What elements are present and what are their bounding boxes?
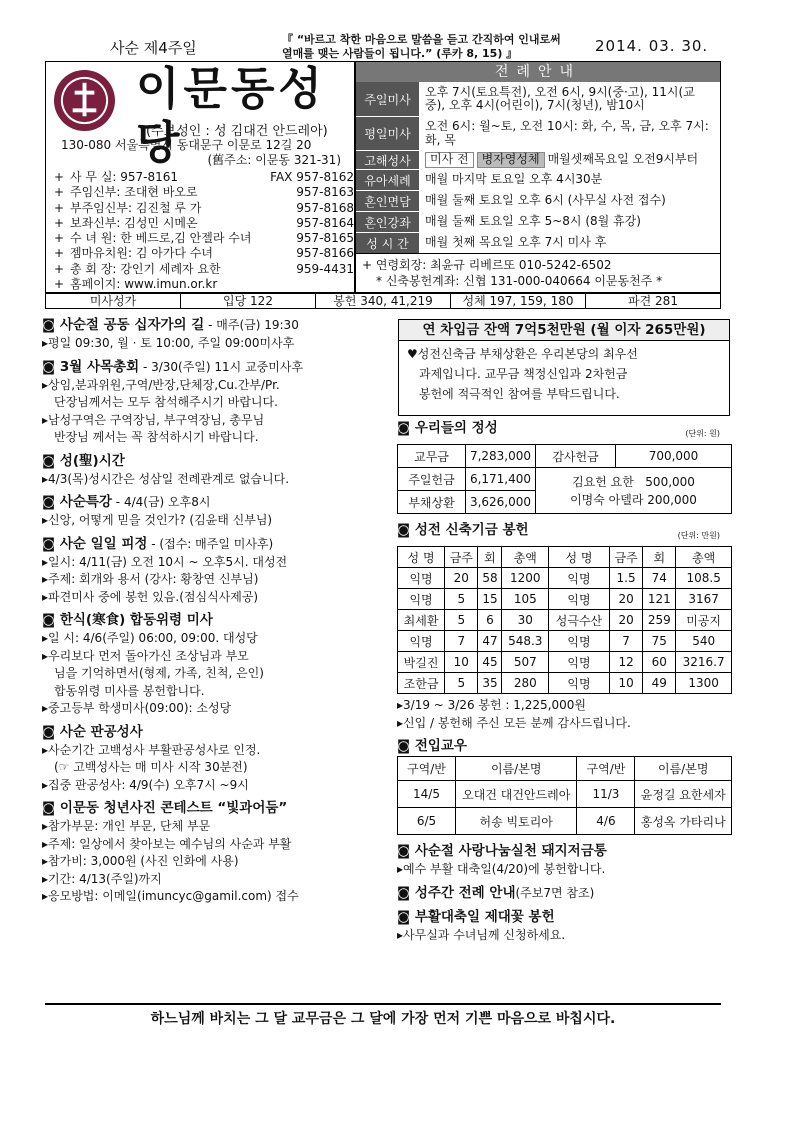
table-row: 6/5 허송 빅토리아 4/6 홍성옥 가타리나 [398,808,732,835]
contact-phone: 957-8165 [296,231,354,246]
section-line: ▸중고등부 학생미사(09:00): 소성당 [42,701,232,715]
liturgy-row [356,232,720,253]
homepage-link[interactable]: 홈페이지: www.imun.or.kr [70,277,218,292]
liturgy-value: 오전 6시: 월~토, 오전 10시: 화, 수, 목, 금, 오후 7시: 화, 목 [425,119,709,147]
table-row: 조한금 5 35 280 익명 10 49 1300 [398,673,732,694]
offerings-table [397,444,732,514]
section-line: ▸우리보다 먼저 돌아가신 조상님과 부모 [42,648,249,663]
contact-label: 젬마유치원: 김 아가다 수녀 [70,246,213,261]
contact-label: 사 무 실: 957-8161 [70,170,179,184]
contact-label: 보좌신부: 김성민 시메온 [70,215,198,230]
contact-row: + 부주임신부: 김진철 루 가 957-8168 [54,200,354,215]
contact-label: 주임신부: 조대현 바오로 [70,185,198,200]
section-line: ▸파견미사 중에 봉헌 있음.(점심식사제공) [42,589,259,604]
liturgy-row [356,150,720,169]
building-fund-title: ◙ 성전 신축기금 봉헌 (단위: 만원) [397,520,732,540]
stat-cell: 봉헌 340, 41,219 [316,294,451,308]
loan-body [399,341,729,407]
fund-note: ▸신입 / 봉헌해 주신 모든 분께 감사드립니다. [397,715,631,730]
section-line: ▸예수 부활 대축일(4/20)에 봉헌합니다. [397,862,606,876]
section-line: ▸사무실과 수녀님께 신청하세요. [397,927,566,942]
contact-phone: 957-8166 [296,246,354,261]
footer-message: 하느님께 바치는 그 달 교무금은 그 달에 가장 먼저 기쁜 마음으로 바칩시다. [45,1003,721,1028]
patron-saint: (주보성인 : 성 김대건 안드레아) [146,124,328,139]
liturgy-row [356,211,720,232]
contact-phone: FAX 957-8162 [270,170,354,184]
section-line: ▸참가비: 3,000원 (사진 인화에 사용) [42,854,239,868]
building-fund-table [397,546,732,694]
loan-title: 연 차입금 잔액 7억5천만원 (월 이자 265만원) [399,320,729,341]
section-title: ◙ 성주간 전례 안내(주보7면 참조) [397,884,595,901]
liturgy-guide [355,61,721,293]
section-line: 합동위령 미사를 봉헌합니다. [54,683,205,698]
section-title: ◙ 부활대축일 제대꽃 봉헌 [397,908,555,925]
section-memorial-mass [42,610,382,718]
contact-row: + 홈페이지: www.imun.or.kr [54,277,354,292]
scripture-quote: 『 “바르고 착한 마음으로 말씀을 듣고 간직하여 인내로써 열매를 맺는 사람들이 됩니다.” (루카 8, 15) 』 [282,33,561,60]
parish-name: 이문동성당 [136,62,326,169]
announcements-left [42,315,382,910]
section-line: ▸4/3(목)성시간은 성삼일 전례관계로 없습니다. [42,471,290,486]
liturgy-value: 매월 둘째 토요일 오후 5~8시 (8월 휴강) [425,214,641,229]
section-line: ▸신앙, 어떻게 믿을 것인가? (김윤태 신부님) [42,513,273,527]
section-line: ▸집중 판공성사: 4/9(수) 오후7시 ~9시 [42,777,249,792]
section-pastoral-meeting [42,357,382,447]
liturgy-value: 매월 마지막 토요일 오후 4시30분 [425,172,603,187]
table-row: 14/5 오대건 대건안드레아 11/3 윤정길 요한세자 [398,781,732,808]
sick-communion-time: 매월셋째목요일 오전9시부터 [547,152,699,167]
section-title: ◙ 사순특강 - 4/4(금) 오후8시 [42,494,211,510]
table-header: 성 명 금주 회 총액 성 명 금주 회 총액 [398,547,732,568]
announcements-right [397,418,732,944]
liturgy-key: 혼인강좌 [356,212,419,232]
old-address: (舊주소: 이문동 321-31) [207,153,341,167]
liturgy-row [356,169,720,190]
parish-seal-icon [53,69,116,132]
section-line: 님을 기억하면서(형제, 가족, 친척, 은인) [54,666,264,680]
loan-line: 과제입니다. 교무금 책정신입과 2차헌금 [419,367,628,381]
section-line: ▸기간: 4/13(주일)까지 [42,871,162,886]
contact-row: + 주임신부: 조대현 바오로 957-8163 [54,185,354,200]
bulletin-date: 2014. 03. 30. [595,37,709,55]
address-block [61,138,355,168]
liturgy-notes [356,253,720,292]
section-title: ◙ 한식(寒食) 합동위령 미사 [42,612,213,628]
contact-phone: 957-8163 [296,185,354,200]
transfers-title: ◙ 전입교우 [397,738,467,754]
section-title: ◙ 사순절 공동 십자가의 길 - 매주(금) 19:30 [42,317,299,333]
contact-row: + 총 회 장: 강인기 세례자 요한 959-4431 [54,261,354,276]
section-retreat [42,534,382,607]
section-title: ◙ 3월 사목총회 - 3/30(주일) 11시 교중미사후 [42,358,304,375]
section-line: (☞ 고백성사는 매 미사 시작 30분전) [54,760,248,774]
liturgy-row [356,116,720,150]
liturgy-row [356,82,720,116]
liturgy-title: 전례안내 [356,62,720,82]
contest-email-link[interactable]: ▸응모방법: 이메일(imuncyc@gamil.com) 접수 [42,889,299,903]
thanks-donors: 김요헌 요한 500,000 이명숙 아델라 200,000 [536,468,732,514]
section-line: 반장님 께서는 꼭 참석하시기 바랍니다. [54,430,259,444]
liturgy-value: 매월 첫째 목요일 오후 7시 미사 후 [425,235,607,250]
funeral-committee-contact: + 연령회장: 최윤규 리베르또 010-5242-6502 [362,258,612,272]
contact-phone: 957-8164 [296,215,354,230]
contact-label: 부주임신부: 김진철 루 가 [70,200,202,215]
liturgy-key: 평일미사 [356,117,419,150]
section-line: ▸주제: 일상에서 찾아보는 예수님의 사순과 부활 [42,836,292,851]
contact-label: 총 회 장: 강인기 세례자 요한 [70,261,221,276]
address: 130-080 서울특별시 동대문구 이문로 12길 20 [61,138,312,152]
table-row: 교무금 7,283,000 감사헌금 700,000 [398,445,732,468]
donation-account: * 신축봉헌계좌: 신협 131-000-040664 이문동천주 * [376,274,663,288]
sick-communion-label: 병자영성체 [477,152,545,168]
offerings-unit: (단위: 원) [685,429,720,438]
section-line: ▸평일 09:30, 월 · 토 10:00, 주일 09:00미사후 [42,336,295,350]
thanks-offering-label: 감사헌금 [536,445,616,468]
table-row: 최세환 5 6 30 성극수산 20 259 미공지 [398,610,732,631]
stat-cell: 파견 281 [628,294,678,308]
section-line: ▸사순기간 고백성사 부활판공성사로 인정. [42,742,261,757]
contact-phone: 959-4431 [296,261,354,276]
section-photo-contest [42,798,382,906]
section-stations-of-cross [42,315,382,353]
section-line: ▸주제: 회개와 용서 (강사: 황창연 신부님) [42,572,259,586]
stat-cell: 성체 197, 159, 180 [451,294,586,308]
section-title: ◙ 사순 판공성사 [42,723,143,740]
liturgical-week: 사순 제4주일 [110,39,197,57]
section-title: ◙ 사순 일일 피정 - (접수: 매주일 미사후) [42,535,274,552]
table-row: 익명 5 15 105 익명 20 121 3167 [398,589,732,610]
loan-balance-box [398,319,730,416]
mass-stats-bar [45,293,721,309]
contact-row: + 사 무 실: 957-8161 FAX 957-8162 [54,170,354,184]
table-row: 부채상환 3,626,000 [398,491,732,514]
table-row: 주일헌금 6,171,400 김요헌 요한 500,000 이명숙 아델라 200,000 [398,468,732,491]
fund-note: ▸3/19 ~ 3/26 봉헌 : 1,225,000원 [397,698,586,712]
section-lent-lecture [42,492,382,530]
table-row: 익명 20 58 1200 익명 1.5 74 108.5 [398,568,732,589]
masthead [45,61,355,293]
liturgy-key: 유아세례 [356,170,419,190]
stat-cell: 입당 122 [181,294,316,308]
liturgy-row [356,190,720,211]
loan-line: ♥성전신축금 부채상환은 우리본당의 최우선 [407,347,638,361]
thanks-offering-total: 700,000 [616,445,732,468]
section-title: ◙ 사순절 사랑나눔실천 돼지저금통 [397,843,607,859]
stat-cell: 미사성가 [46,294,181,308]
section-line: ▸일시: 4/11(금) 오전 10시 ~ 오후5시. 대성전 [42,554,288,569]
contact-list [54,170,354,292]
section-holy-hour [42,451,382,489]
section-title: ◙ 이문동 청년사진 콘테스트 “빛과어둠” [42,800,288,816]
liturgy-value: 오후 7시(토요특전), 오전 6시, 9시(중·고), 11시(교중), 오후 4시(어린이), 7시(청년), 밤10시 [425,84,695,112]
liturgy-value: 매월 둘째 토요일 오후 6시 (사무실 사전 접수) [425,193,666,208]
section-title: ◙ 성(聖)시간 [42,452,125,469]
table-row: 박길진 10 45 507 익명 12 60 3216.7 [398,652,732,673]
table-header: 구역/반 이름/본명 구역/반 이름/본명 [398,757,732,781]
section-line: ▸남성구역은 구역장님, 부구역장님, 총무님 [42,412,265,427]
loan-line: 봉헌에 적극적인 참여를 부탁드립니다. [419,387,620,401]
contact-row: + 수 녀 원: 한 베드로,김 안젤라 수녀 957-8165 [54,231,354,246]
section-line: ▸참가부문: 개인 부문, 단체 부문 [42,819,211,833]
offerings-title: ◙ 우리들의 정성 (단위: 원) [397,418,732,438]
contact-row: + 젬마유치원: 김 아가다 수녀 957-8166 [54,246,354,261]
section-line: ▸일 시: 4/6(주일) 06:00, 09:00. 대성당 [42,631,258,645]
confession-time: 미사 전 [425,152,474,168]
section-confession [42,722,382,795]
liturgy-key: 성 시 간 [356,233,419,253]
contact-phone: 957-8168 [296,200,354,215]
contact-row: + 보좌신부: 김성민 시메온 957-8164 [54,215,354,230]
building-fund-unit: (단위: 만원) [677,531,720,540]
section-line: ▸상임,분과위원,구역/반장,단체장,Cu.간부/Pr. [42,377,280,392]
section-line: 단장님께서는 모두 참석해주시기 바랍니다. [54,395,278,409]
contact-label: 수 녀 원: 한 베드로,김 안젤라 수녀 [70,231,252,246]
liturgy-key: 주일미사 [356,82,419,116]
liturgy-key: 혼인면담 [356,191,419,211]
liturgy-value [419,151,720,169]
transfers-table [397,756,732,835]
table-row: 익명 7 47 548.3 익명 7 75 540 [398,631,732,652]
liturgy-key: 고해성사 [356,151,419,169]
